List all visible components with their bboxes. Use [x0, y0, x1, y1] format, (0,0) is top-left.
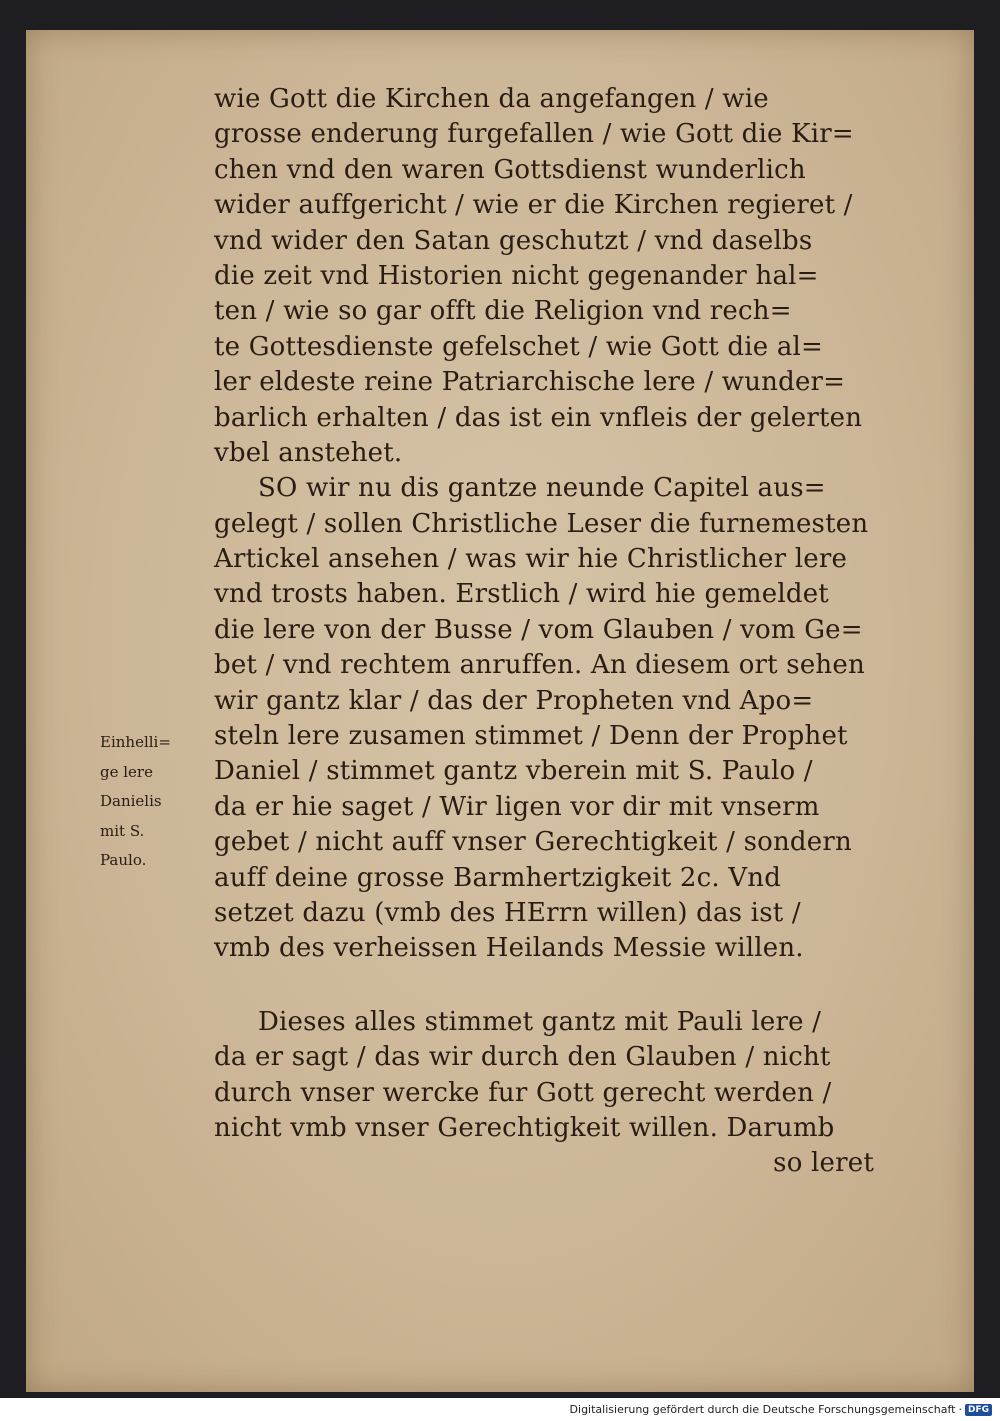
text-line: gelegt / sollen Christliche Leser die furnemesten	[214, 508, 869, 539]
text-line: vnd wider den Satan geschutzt / vnd daselbs	[214, 225, 813, 256]
text-line: da er hie saget / Wir ligen vor dir mit vnserm	[214, 791, 820, 822]
text-line: vbel anstehet.	[214, 437, 403, 468]
text-line: ler eldeste reine Patriarchische lere / wunder=	[214, 367, 846, 398]
text-line: barlich erhalten / das ist ein vnfleis der gelerten	[214, 402, 863, 433]
text-line: gebet / nicht auff vnser Gerechtigkeit / sondern	[214, 827, 852, 858]
margin-note-line: Einhelli=	[100, 733, 171, 751]
margin-note-line: Danielis	[100, 792, 162, 810]
text-line: ten / wie so gar offt die Religion vnd rech=	[214, 296, 792, 327]
text-line: durch vnser wercke fur Gott gerecht werden /	[214, 1077, 832, 1108]
text-line: die lere von der Busse / vom Glauben / vom Ge=	[214, 614, 863, 645]
paragraph-gap	[214, 967, 894, 1005]
text-line: steln lere zusamen stimmet / Denn der Prophet	[214, 721, 848, 752]
text-line: nicht vmb vnser Gerechtigkeit willen. Darumb	[214, 1112, 835, 1143]
text-line: auff deine grosse Barmhertzigkeit 2c. Vnd	[214, 862, 782, 893]
footer-text: Digitalisierung gefördert durch die Deutsche Forschungsgemeinschaft	[569, 1403, 956, 1416]
text-line: te Gottesdienste gefelschet / wie Gott die al=	[214, 331, 824, 362]
text-line: wider auffgericht / wie er die Kirchen regieret /	[214, 190, 853, 221]
text-line: bet / vnd rechtem anruffen. An diesem ort sehen	[214, 650, 865, 681]
main-text-block	[214, 82, 894, 1182]
text-line: vmb des verheissen Heilands Messie willen.	[214, 933, 804, 964]
footer-credit	[570, 1403, 992, 1416]
catchword: so leret	[773, 1148, 874, 1179]
text-line: SO wir nu dis gantze neunde Capitel aus=	[258, 473, 826, 504]
text-line: die zeit vnd Historien nicht gegenander hal=	[214, 260, 819, 291]
margin-note-line: Paulo.	[100, 851, 147, 869]
text-line: Dieses alles stimmet gantz mit Pauli lere /	[258, 1006, 822, 1037]
text-line: vnd trosts haben. Erstlich / wird hie gemeldet	[214, 579, 829, 610]
margin-note-line: ge lere	[100, 762, 153, 781]
text-line: setzet dazu (vmb des HErrn willen) das ist /	[214, 897, 801, 928]
dfg-logo: DFG	[965, 1404, 992, 1416]
text-line: wir gantz klar / das der Propheten vnd Apo=	[214, 685, 814, 716]
text-line: Daniel / stimmet gantz vberein mit S. Paulo /	[214, 756, 813, 787]
text-line: da er sagt / das wir durch den Glauben / nicht	[214, 1042, 831, 1073]
footer-separator: ·	[958, 1403, 962, 1416]
text-line: chen vnd den waren Gottsdienst wunderlich	[214, 154, 806, 185]
text-line: Artickel ansehen / was wir hie Christlicher lere	[214, 544, 848, 575]
text-line: grosse enderung furgefallen / wie Gott die Kir=	[214, 119, 854, 150]
text-line: wie Gott die Kirchen da angefangen / wie	[214, 84, 769, 114]
margin-note-line: mit S.	[100, 821, 145, 840]
margin-note	[100, 728, 208, 876]
